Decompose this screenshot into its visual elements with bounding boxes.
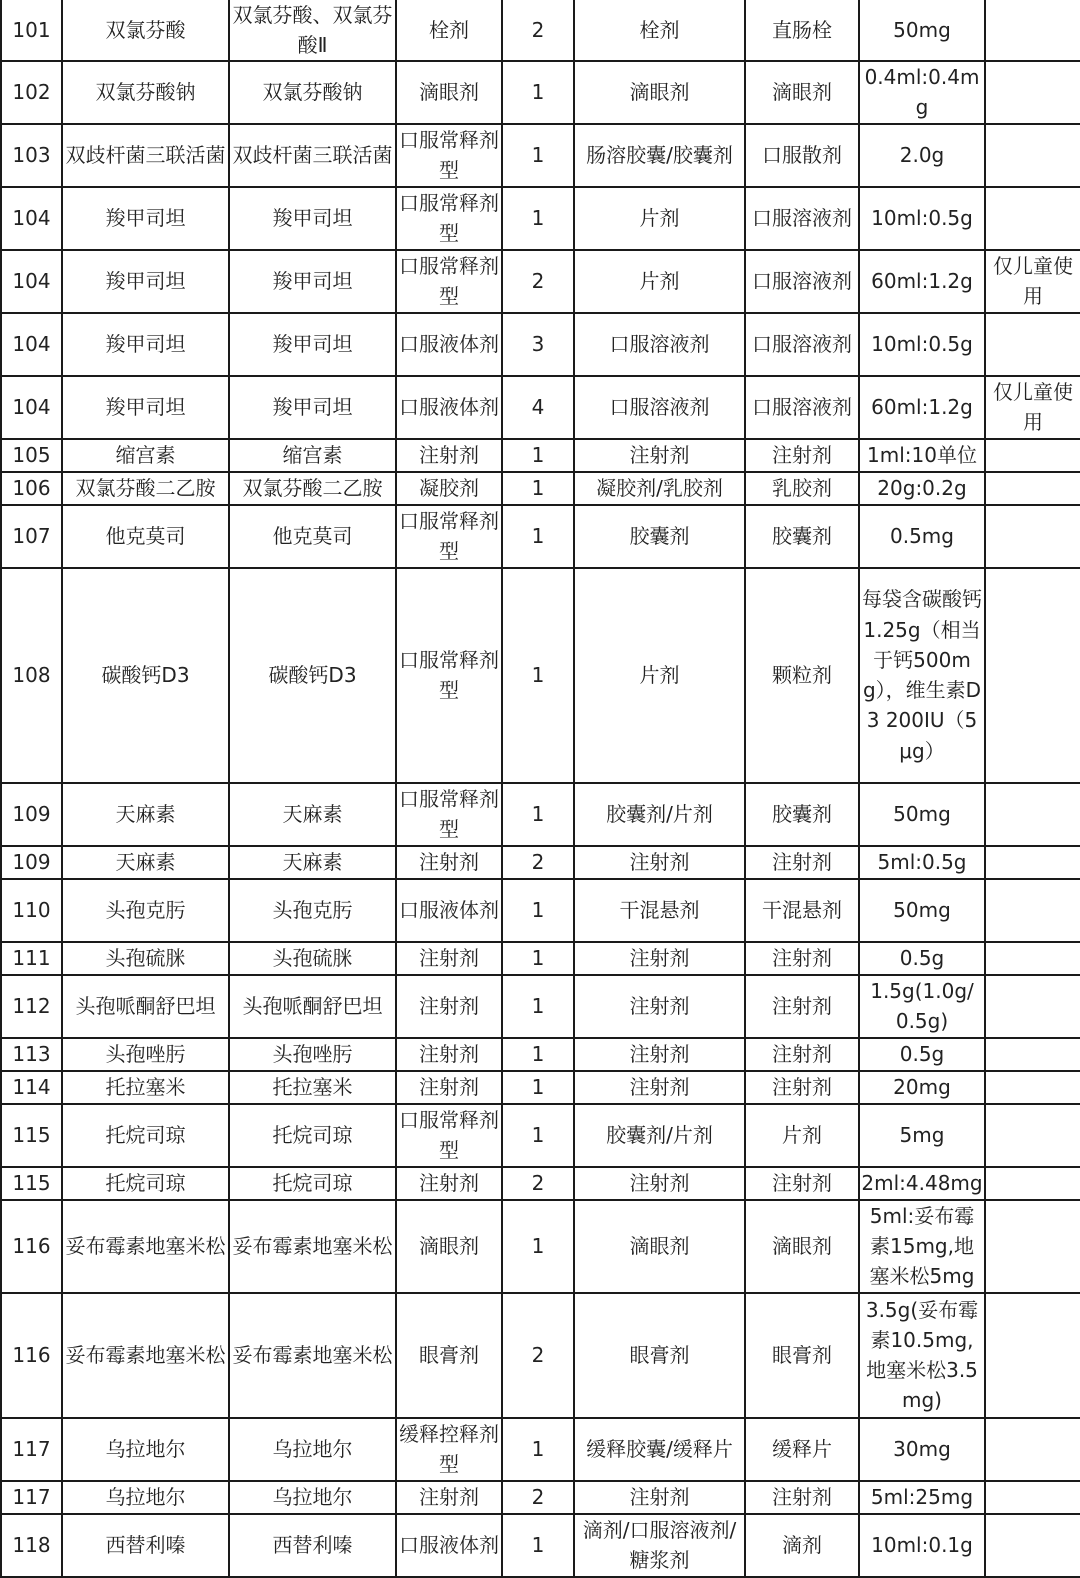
cell-ref-form: 口服溶液剂 [745,313,859,376]
cell-seq: 1 [502,472,574,505]
cell-dosage-form: 注射剂 [574,439,745,472]
cell-dosage-category: 注射剂 [396,1167,502,1200]
cell-drug-name: 托烷司琼 [62,1104,229,1167]
cell-note [985,879,1080,942]
cell-drug-name: 羧甲司坦 [62,313,229,376]
cell-number: 113 [1,1038,62,1071]
cell-number: 104 [1,376,62,439]
cell-generic-name: 头孢硫脒 [229,942,396,975]
cell-note [985,187,1080,250]
table-row [1,1071,1080,1104]
cell-ref-form: 注射剂 [745,1481,859,1514]
cell-dosage-category: 凝胶剂 [396,472,502,505]
cell-note [985,0,1080,61]
cell-ref-form: 注射剂 [745,975,859,1038]
cell-drug-name: 头孢唑肟 [62,1038,229,1071]
cell-number: 116 [1,1200,62,1293]
cell-note [985,1038,1080,1071]
table-row [1,0,1080,61]
cell-dosage-category: 口服常释剂型 [396,1104,502,1167]
cell-dosage-form: 栓剂 [574,0,745,61]
table-row [1,505,1080,568]
cell-spec: 10ml:0.5g [859,313,985,376]
cell-number: 108 [1,568,62,783]
cell-generic-name: 托烷司琼 [229,1104,396,1167]
cell-note [985,1167,1080,1200]
cell-spec: 50mg [859,783,985,846]
cell-drug-name: 天麻素 [62,783,229,846]
cell-spec: 10ml:0.1g [859,1514,985,1577]
cell-number: 101 [1,0,62,61]
cell-dosage-category: 口服液体剂 [396,313,502,376]
cell-dosage-form: 注射剂 [574,1481,745,1514]
cell-spec: 0.5mg [859,505,985,568]
table-row [1,124,1080,187]
cell-seq: 1 [502,1418,574,1481]
cell-ref-form: 注射剂 [745,1038,859,1071]
table-row [1,61,1080,124]
cell-number: 112 [1,975,62,1038]
cell-generic-name: 头孢克肟 [229,879,396,942]
cell-drug-name: 双氯芬酸 [62,0,229,61]
cell-dosage-category: 口服常释剂型 [396,783,502,846]
cell-number: 109 [1,783,62,846]
cell-seq: 1 [502,942,574,975]
cell-dosage-category: 滴眼剂 [396,1200,502,1293]
cell-seq: 1 [502,439,574,472]
cell-dosage-form: 片剂 [574,250,745,313]
cell-generic-name: 乌拉地尔 [229,1418,396,1481]
cell-ref-form: 眼膏剂 [745,1293,859,1418]
cell-seq: 3 [502,313,574,376]
cell-ref-form: 注射剂 [745,1167,859,1200]
table-row [1,1514,1080,1577]
cell-generic-name: 双氯芬酸、双氯芬酸Ⅱ [229,0,396,61]
cell-dosage-category: 注射剂 [396,1038,502,1071]
cell-seq: 2 [502,1167,574,1200]
table-row [1,1200,1080,1293]
cell-ref-form: 注射剂 [745,1071,859,1104]
table-row [1,975,1080,1038]
cell-drug-name: 乌拉地尔 [62,1418,229,1481]
cell-dosage-form: 注射剂 [574,1167,745,1200]
cell-generic-name: 乌拉地尔 [229,1481,396,1514]
cell-dosage-category: 口服液体剂 [396,1514,502,1577]
cell-dosage-category: 注射剂 [396,846,502,879]
cell-ref-form: 口服溶液剂 [745,250,859,313]
cell-spec: 5mg [859,1104,985,1167]
cell-spec: 20g:0.2g [859,472,985,505]
cell-seq: 1 [502,1038,574,1071]
cell-dosage-category: 栓剂 [396,0,502,61]
cell-spec: 60ml:1.2g [859,376,985,439]
cell-spec: 2ml:4.48mg [859,1167,985,1200]
cell-number: 110 [1,879,62,942]
cell-note [985,1418,1080,1481]
cell-spec: 20mg [859,1071,985,1104]
cell-dosage-form: 口服溶液剂 [574,376,745,439]
cell-note [985,783,1080,846]
cell-note [985,1071,1080,1104]
cell-generic-name: 妥布霉素地塞米松 [229,1293,396,1418]
table-row [1,1481,1080,1514]
table-row [1,568,1080,783]
cell-dosage-form: 肠溶胶囊/胶囊剂 [574,124,745,187]
cell-ref-form: 滴眼剂 [745,1200,859,1293]
cell-drug-name: 托烷司琼 [62,1167,229,1200]
cell-generic-name: 羧甲司坦 [229,313,396,376]
cell-ref-form: 片剂 [745,1104,859,1167]
cell-number: 106 [1,472,62,505]
cell-dosage-form: 眼膏剂 [574,1293,745,1418]
cell-dosage-form: 缓释胶囊/缓释片 [574,1418,745,1481]
cell-spec: 1ml:10单位 [859,439,985,472]
cell-number: 104 [1,187,62,250]
cell-dosage-category: 注射剂 [396,439,502,472]
table-row [1,250,1080,313]
cell-spec: 1.5g(1.0g/0.5g) [859,975,985,1038]
cell-dosage-form: 注射剂 [574,975,745,1038]
cell-drug-name: 羧甲司坦 [62,187,229,250]
cell-number: 111 [1,942,62,975]
cell-number: 109 [1,846,62,879]
cell-spec: 每袋含碳酸钙1.25g（相当于钙500mg），维生素D3 200IU（5μg） [859,568,985,783]
cell-ref-form: 注射剂 [745,942,859,975]
cell-note [985,942,1080,975]
cell-number: 117 [1,1481,62,1514]
cell-seq: 4 [502,376,574,439]
cell-ref-form: 直肠栓 [745,0,859,61]
cell-drug-name: 头孢硫脒 [62,942,229,975]
cell-dosage-form: 口服溶液剂 [574,313,745,376]
cell-seq: 1 [502,879,574,942]
table-row [1,313,1080,376]
cell-dosage-form: 片剂 [574,568,745,783]
cell-note [985,439,1080,472]
cell-note [985,472,1080,505]
cell-dosage-form: 滴眼剂 [574,1200,745,1293]
table-row [1,187,1080,250]
cell-generic-name: 双歧杆菌三联活菌 [229,124,396,187]
cell-note [985,568,1080,783]
cell-seq: 1 [502,187,574,250]
cell-note: 仅儿童使用 [985,376,1080,439]
cell-generic-name: 羧甲司坦 [229,187,396,250]
cell-dosage-form: 注射剂 [574,1071,745,1104]
cell-generic-name: 羧甲司坦 [229,250,396,313]
cell-note: 仅儿童使用 [985,250,1080,313]
cell-dosage-category: 口服常释剂型 [396,505,502,568]
cell-ref-form: 胶囊剂 [745,505,859,568]
cell-seq: 1 [502,568,574,783]
cell-drug-name: 乌拉地尔 [62,1481,229,1514]
cell-spec: 5ml:0.5g [859,846,985,879]
cell-note [985,846,1080,879]
cell-seq: 1 [502,61,574,124]
cell-number: 117 [1,1418,62,1481]
cell-drug-name: 头孢哌酮舒巴坦 [62,975,229,1038]
cell-dosage-category: 滴眼剂 [396,61,502,124]
cell-generic-name: 天麻素 [229,846,396,879]
cell-number: 118 [1,1514,62,1577]
cell-ref-form: 胶囊剂 [745,783,859,846]
cell-spec: 30mg [859,1418,985,1481]
table-row [1,439,1080,472]
cell-generic-name: 天麻素 [229,783,396,846]
cell-note [985,1293,1080,1418]
cell-number: 116 [1,1293,62,1418]
cell-spec: 5ml:妥布霉素15mg,地塞米松5mg [859,1200,985,1293]
cell-drug-name: 缩宫素 [62,439,229,472]
cell-number: 107 [1,505,62,568]
cell-drug-name: 双歧杆菌三联活菌 [62,124,229,187]
cell-spec: 0.5g [859,942,985,975]
cell-generic-name: 托烷司琼 [229,1167,396,1200]
cell-generic-name: 头孢唑肟 [229,1038,396,1071]
table-row [1,1167,1080,1200]
cell-drug-name: 托拉塞米 [62,1071,229,1104]
cell-note [985,1514,1080,1577]
cell-note [985,1104,1080,1167]
cell-dosage-category: 口服液体剂 [396,376,502,439]
cell-number: 114 [1,1071,62,1104]
cell-generic-name: 托拉塞米 [229,1071,396,1104]
cell-ref-form: 口服溶液剂 [745,187,859,250]
cell-dosage-form: 干混悬剂 [574,879,745,942]
cell-drug-name: 西替利嗪 [62,1514,229,1577]
cell-spec: 5ml:25mg [859,1481,985,1514]
cell-drug-name: 天麻素 [62,846,229,879]
cell-seq: 1 [502,1200,574,1293]
cell-generic-name: 缩宫素 [229,439,396,472]
cell-dosage-category: 眼膏剂 [396,1293,502,1418]
cell-dosage-form: 注射剂 [574,942,745,975]
cell-drug-name: 他克莫司 [62,505,229,568]
cell-number: 104 [1,313,62,376]
cell-spec: 50mg [859,879,985,942]
cell-ref-form: 缓释片 [745,1418,859,1481]
cell-generic-name: 羧甲司坦 [229,376,396,439]
cell-dosage-category: 口服常释剂型 [396,124,502,187]
cell-generic-name: 妥布霉素地塞米松 [229,1200,396,1293]
cell-note [985,1200,1080,1293]
cell-dosage-form: 滴剂/口服溶液剂/糖浆剂 [574,1514,745,1577]
cell-ref-form: 口服溶液剂 [745,376,859,439]
cell-spec: 3.5g(妥布霉素10.5mg,地塞米松3.5mg) [859,1293,985,1418]
cell-seq: 2 [502,846,574,879]
cell-dosage-form: 胶囊剂/片剂 [574,783,745,846]
cell-seq: 1 [502,1514,574,1577]
cell-dosage-category: 口服常释剂型 [396,187,502,250]
cell-dosage-form: 注射剂 [574,846,745,879]
cell-generic-name: 碳酸钙D3 [229,568,396,783]
cell-spec: 50mg [859,0,985,61]
table-row [1,783,1080,846]
table-row [1,879,1080,942]
cell-drug-name: 羧甲司坦 [62,376,229,439]
cell-dosage-form: 注射剂 [574,1038,745,1071]
cell-dosage-category: 注射剂 [396,1071,502,1104]
cell-generic-name: 他克莫司 [229,505,396,568]
cell-seq: 2 [502,250,574,313]
cell-generic-name: 双氯芬酸钠 [229,61,396,124]
cell-dosage-form: 凝胶剂/乳胶剂 [574,472,745,505]
cell-drug-name: 头孢克肟 [62,879,229,942]
cell-generic-name: 头孢哌酮舒巴坦 [229,975,396,1038]
cell-drug-name: 双氯芬酸钠 [62,61,229,124]
cell-dosage-form: 滴眼剂 [574,61,745,124]
cell-ref-form: 干混悬剂 [745,879,859,942]
cell-dosage-category: 注射剂 [396,942,502,975]
table-body [1,0,1080,1577]
cell-ref-form: 颗粒剂 [745,568,859,783]
cell-spec: 10ml:0.5g [859,187,985,250]
cell-spec: 60ml:1.2g [859,250,985,313]
cell-ref-form: 口服散剂 [745,124,859,187]
table-row [1,846,1080,879]
cell-number: 102 [1,61,62,124]
cell-generic-name: 西替利嗪 [229,1514,396,1577]
cell-note [985,313,1080,376]
cell-drug-name: 羧甲司坦 [62,250,229,313]
cell-generic-name: 双氯芬酸二乙胺 [229,472,396,505]
cell-dosage-category: 缓释控释剂型 [396,1418,502,1481]
cell-ref-form: 滴剂 [745,1514,859,1577]
cell-number: 115 [1,1167,62,1200]
table-row [1,1038,1080,1071]
cell-dosage-form: 片剂 [574,187,745,250]
cell-seq: 2 [502,0,574,61]
cell-ref-form: 乳胶剂 [745,472,859,505]
table-row [1,472,1080,505]
cell-drug-name: 双氯芬酸二乙胺 [62,472,229,505]
cell-number: 103 [1,124,62,187]
cell-note [985,1481,1080,1514]
cell-dosage-category: 口服液体剂 [396,879,502,942]
cell-note [985,124,1080,187]
cell-drug-name: 妥布霉素地塞米松 [62,1200,229,1293]
cell-seq: 1 [502,783,574,846]
cell-number: 105 [1,439,62,472]
table-row [1,376,1080,439]
cell-seq: 1 [502,505,574,568]
cell-drug-name: 碳酸钙D3 [62,568,229,783]
cell-dosage-category: 注射剂 [396,975,502,1038]
cell-dosage-form: 胶囊剂 [574,505,745,568]
cell-dosage-form: 胶囊剂/片剂 [574,1104,745,1167]
cell-dosage-category: 口服常释剂型 [396,568,502,783]
cell-ref-form: 滴眼剂 [745,61,859,124]
cell-seq: 1 [502,1104,574,1167]
cell-dosage-category: 注射剂 [396,1481,502,1514]
table-row [1,942,1080,975]
cell-seq: 1 [502,124,574,187]
table-row [1,1418,1080,1481]
cell-dosage-category: 口服常释剂型 [396,250,502,313]
cell-spec: 2.0g [859,124,985,187]
cell-seq: 2 [502,1481,574,1514]
cell-seq: 1 [502,975,574,1038]
cell-note [985,975,1080,1038]
cell-number: 104 [1,250,62,313]
cell-ref-form: 注射剂 [745,439,859,472]
cell-seq: 1 [502,1071,574,1104]
cell-note [985,505,1080,568]
cell-number: 115 [1,1104,62,1167]
cell-ref-form: 注射剂 [745,846,859,879]
cell-seq: 2 [502,1293,574,1418]
table-row [1,1104,1080,1167]
cell-drug-name: 妥布霉素地塞米松 [62,1293,229,1418]
table-row [1,1293,1080,1418]
cell-spec: 0.4ml:0.4mg [859,61,985,124]
cell-spec: 0.5g [859,1038,985,1071]
cell-note [985,61,1080,124]
